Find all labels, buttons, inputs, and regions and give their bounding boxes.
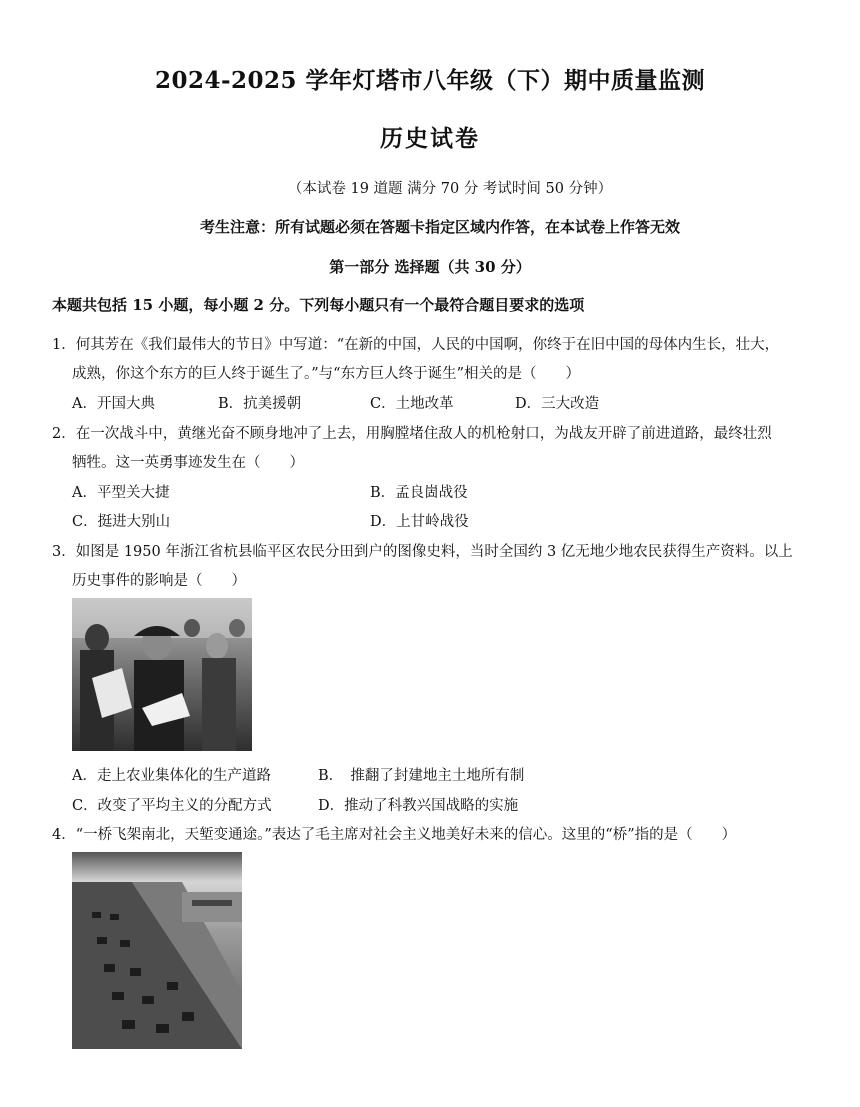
subject-title: 历史试卷 [380, 125, 480, 152]
exam-info: （本试卷 19 道题 满分 70 分 考试时间 50 分钟） [287, 181, 613, 197]
land-reform-photo [72, 598, 252, 751]
question-4-line-1: 4．“一桥飞架南北，天堑变通途。”表达了毛主席对社会主义地美好未来的信心。这里的“桥”指的是（ ） [52, 827, 737, 843]
question-1-option-c: C．土地改革 [370, 396, 454, 412]
question-2-option-d: D．上甘岭战役 [370, 514, 469, 530]
question-2-option-b: B．孟良崮战役 [370, 485, 468, 501]
question-3-line-2: 历史事件的影响是（ ） [72, 573, 246, 589]
question-3-line-1: 3．如图是 1950 年浙江省杭县临平区农民分田到户的图像史料，当时全国约 3 亿无地少地农民获得生产资料。以上 [52, 544, 793, 560]
candidate-notice: 考生注意：所有试题必须在答题卡指定区域内作答，在本试卷上作答无效 [200, 218, 681, 236]
question-3-option-a: A．走上农业集体化的生产道路 [72, 768, 271, 784]
question-2-line-2: 牺牲。这一英勇事迹发生在（ ） [72, 455, 304, 471]
section-title: 第一部分 选择题（共 30 分） [329, 258, 531, 276]
question-1-line-2: 成熟，你这个东方的巨人终于诞生了。”与“东方巨人终于诞生”相关的是（ ） [72, 366, 580, 382]
bridge-photo [72, 852, 242, 1049]
question-1-option-d: D．三大改造 [515, 396, 600, 412]
question-1-option-a: A．开国大典 [72, 396, 155, 412]
question-3-option-d: D．推动了科教兴国战略的实施 [318, 798, 519, 814]
question-3-option-b: B． 推翻了封建地主土地所有制 [318, 768, 525, 784]
question-2-option-a: A．平型关大捷 [72, 485, 170, 501]
question-1-line-1: 1．何其芳在《我们最伟大的节日》中写道：“在新的中国，人民的中国啊，你终于在旧中国的母体内生长，壮大， [52, 337, 780, 353]
section-instruction: 本题共包括 15 小题，每小题 2 分。下列每小题只有一个最符合题目要求的选项 [52, 296, 585, 314]
exam-title: 2024-2025 学年灯塔市八年级（下）期中质量监测 [154, 67, 706, 94]
question-2-line-1: 2．在一次战斗中，黄继光奋不顾身地冲了上去，用胸膛堵住敌人的机枪射口，为战友开辟了前进道路，最终壮烈 [52, 426, 772, 442]
question-1-option-b: B．抗美援朝 [218, 396, 302, 412]
question-3-option-c: C．改变了平均主义的分配方式 [72, 798, 272, 814]
question-2-option-c: C．挺进大别山 [72, 514, 171, 530]
